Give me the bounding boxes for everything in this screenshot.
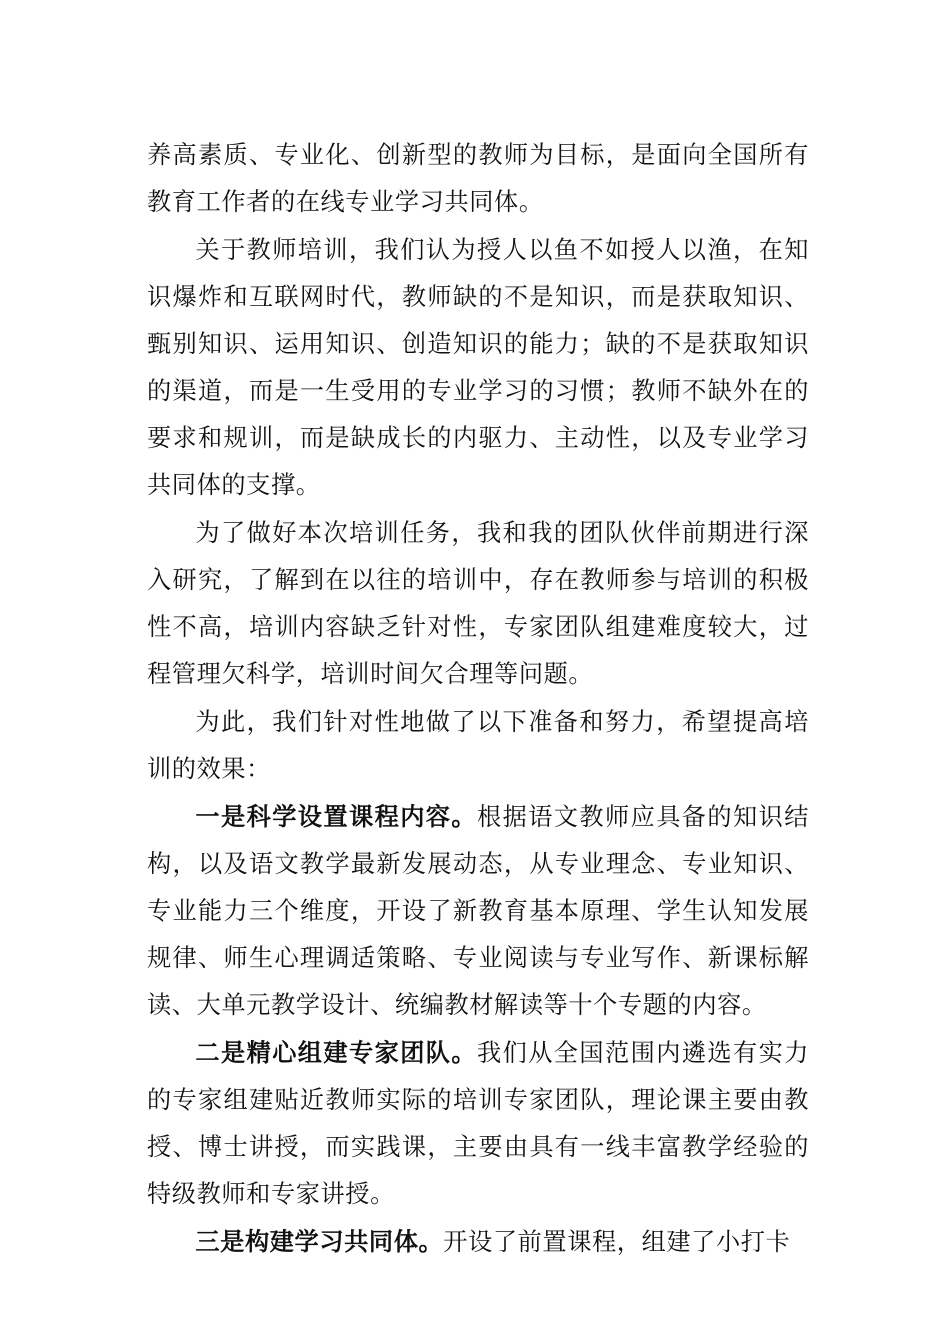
- paragraph-text: 关于教师培训，我们认为授人以鱼不如授人以渔，在知识爆炸和互联网时代，教师缺的不是知识，而是获取知识、甄别知识、运用知识、创造知识的能力；缺的不是获取知识的渠道，而是一生受用的专业学习的习惯；教师不缺外在的要求和规训，而是缺成长的内驱力、主动性，以及专业学习共同体的支撑。: [147, 236, 809, 499]
- paragraph-2: [147, 226, 809, 509]
- paragraph-lead-bold: 二是精心组建专家团队。: [195, 1038, 477, 1067]
- paragraph-lead-bold: 一是科学设置课程内容。: [195, 802, 477, 831]
- paragraph-5: [147, 793, 809, 1029]
- paragraph-text: 我们从全国范围内遴选有实力的专家组建贴近教师实际的培训专家团队，理论课主要由教授、博士讲授，而实践课，主要由具有一线丰富教学经验的特级教师和专家讲授。: [147, 1039, 809, 1208]
- paragraph-7: [147, 1218, 809, 1266]
- document-body: [147, 131, 809, 1266]
- paragraph-text: 根据语文教师应具备的知识结构，以及语文教学最新发展动态，从专业理念、专业知识、专业能力三个维度，开设了新教育基本原理、学生认知发展规律、师生心理调适策略、专业阅读与专业写作、新课标解读、大单元教学设计、统编教材解读等十个专题的内容。: [147, 803, 809, 1019]
- paragraph-6: [147, 1029, 809, 1218]
- paragraph-1: [147, 131, 809, 226]
- paragraph-text: 为了做好本次培训任务，我和我的团队伙伴前期进行深入研究，了解到在以往的培训中，存在教师参与培训的积极性不高，培训内容缺乏针对性，专家团队组建难度较大，过程管理欠科学，培训时间欠合理等问题。: [147, 519, 809, 688]
- paragraph-3: [147, 509, 809, 698]
- paragraph-text: 开设了前置课程，组建了小打卡: [443, 1228, 791, 1256]
- paragraph-text: 为此，我们针对性地做了以下准备和努力，希望提高培训的效果：: [147, 708, 809, 783]
- paragraph-text: 养高素质、专业化、创新型的教师为目标，是面向全国所有教育工作者的在线专业学习共同体。: [147, 141, 809, 216]
- paragraph-lead-bold: 三是构建学习共同体。: [195, 1227, 444, 1256]
- paragraph-4: [147, 698, 809, 793]
